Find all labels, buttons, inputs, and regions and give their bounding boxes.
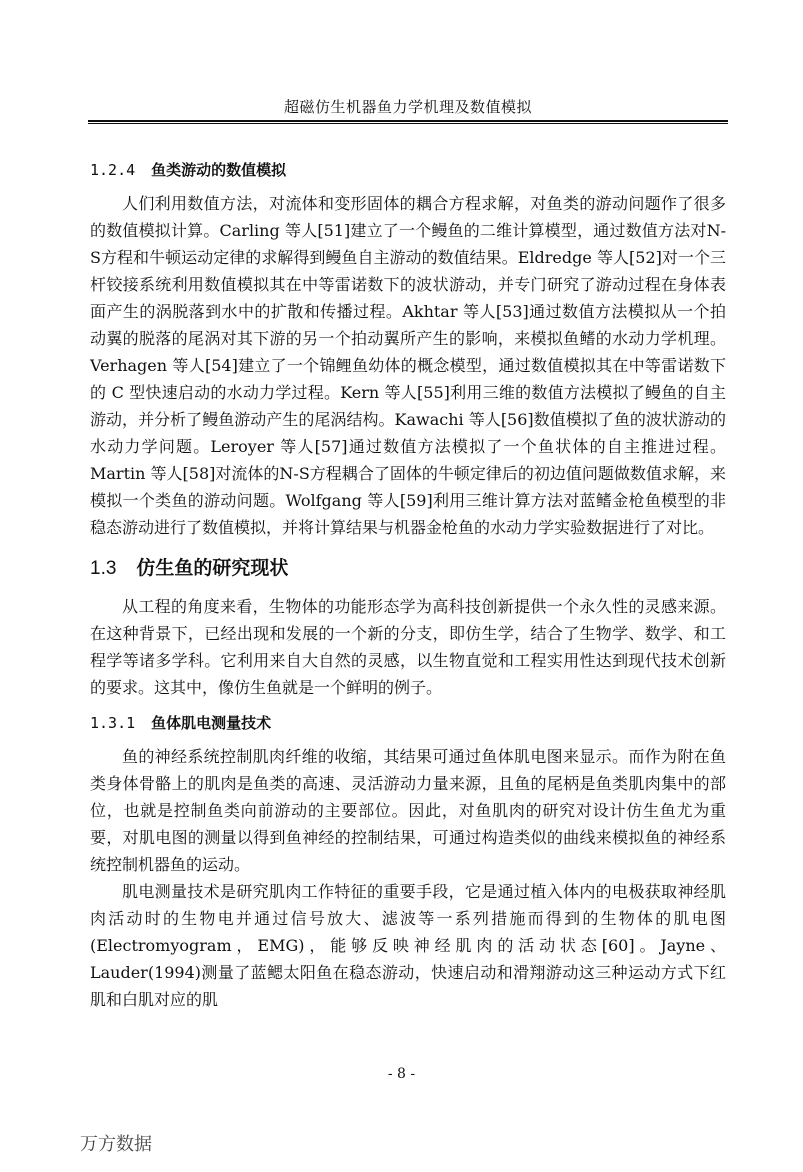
section-heading-1-2-4 (90, 160, 726, 180)
page-number: - 8 - (387, 1066, 416, 1082)
section-title: 鱼类游动的数值模拟 (151, 161, 287, 179)
section-number: 1.3.1 (90, 714, 136, 732)
paragraph-bionic-fish: 从工程的角度来看，生物体的功能形态学为高科技创新提供一个永久性的灵感来源。在这种背景下，已经出现和发展的一个新的分支，即仿生学，结合了生物学、数学、和工程学等诸多学科。它利用来自大自然的灵感，以生物直觉和工程实用性达到现代技术创新的要求。这其中，像仿生鱼就是一个鲜明的例子。 (90, 597, 726, 697)
section-heading-1-3 (90, 555, 726, 581)
wanfang-logo: 万方数据 (80, 1134, 152, 1155)
section-number: 1.3 (90, 558, 117, 579)
paragraph-emg-1: 鱼的神经系统控制肌肉纤维的收缩，其结果可通过鱼体肌电图来显示。而作为附在鱼类身体骨骼上的肌肉是鱼类的高速、灵活游动力量来源，且鱼的尾柄是鱼类肌肉集中的部位，也就是控制鱼类向前游动的主要部位。因此，对鱼肌肉的研究对设计仿生鱼尤为重要，对肌电图的测量以得到鱼神经的控制结果，可通过构造类似的曲线来模拟鱼的神经系统控制机器鱼的运动。 (90, 747, 726, 874)
running-header: 超磁仿生机器鱼力学机理及数值模拟 (283, 98, 532, 116)
section-title: 仿生鱼的研究现状 (136, 557, 289, 579)
section-title: 鱼体肌电测量技术 (151, 714, 272, 732)
section-number: 1.2.4 (90, 161, 136, 179)
paragraph-emg-2: 肌电测量技术是研究肌肉工作特征的重要手段，它是通过植入体内的电极获取神经肌肉活动时的生物电并通过信号放大、滤波等一系列措施而得到的生物体的肌电图(Electromyogram，EMG)，能够反映神经肌肉的活动状态[60]。Jayne、Lauder(1994)测量了蓝鳃太阳鱼在稳态游动，快速启动和滑翔游动这三种运动方式下红肌和白肌对应的肌 (90, 882, 726, 1009)
header-rule (88, 120, 728, 122)
header-rule-thin (88, 123, 728, 124)
section-heading-1-3-1 (90, 713, 726, 733)
page-body (90, 160, 726, 1013)
paragraph-numerical-simulation: 人们利用数值方法，对流体和变形固体的耦合方程求解，对鱼类的游动问题作了很多的数值模拟计算。Carling 等人[51]建立了一个鳗鱼的二维计算模型，通过数值方法对N-S方程和牛顿运动定律的求解得到鳗鱼自主游动的数值结果。Eldredge 等人[52]对一个三杆铰接系统利用数值模拟其在中等雷诺数下的波状游动，并专门研究了游动过程在身体表面产生的涡脱落到水中的扩散和传播过程。Akhtar 等人[53]通过数值方法模拟从一个拍动翼的脱落的尾涡对其下游的另一个拍动翼所产生的影响，来模拟鱼鳍的水动力学机理。Verhagen 等人[54]建立了一个锦鲤鱼幼体的概念模型，通过数值模拟其在中等雷诺数下的 C 型快速启动的水动力学过程。Kern 等人[55]利用三维的数值方法模拟了鳗鱼的自主游动，并分析了鳗鱼游动产生的尾涡结构。Kawachi 等人[56]数值模拟了鱼的波状游动的水动力学问题。Leroyer 等人[57]通过数值方法模拟了一个鱼状体的自主推进过程。Martin 等人[58]对流体的N-S方程耦合了固体的牛顿定律后的初边值问题做数值求解，来模拟一个类鱼的游动问题。Wolfgang 等人[59]利用三维计算方法对蓝鳍金枪鱼模型的非稳态游动进行了数值模拟，并将计算结果与机器金枪鱼的水动力学实验数据进行了对比。 (90, 194, 726, 537)
